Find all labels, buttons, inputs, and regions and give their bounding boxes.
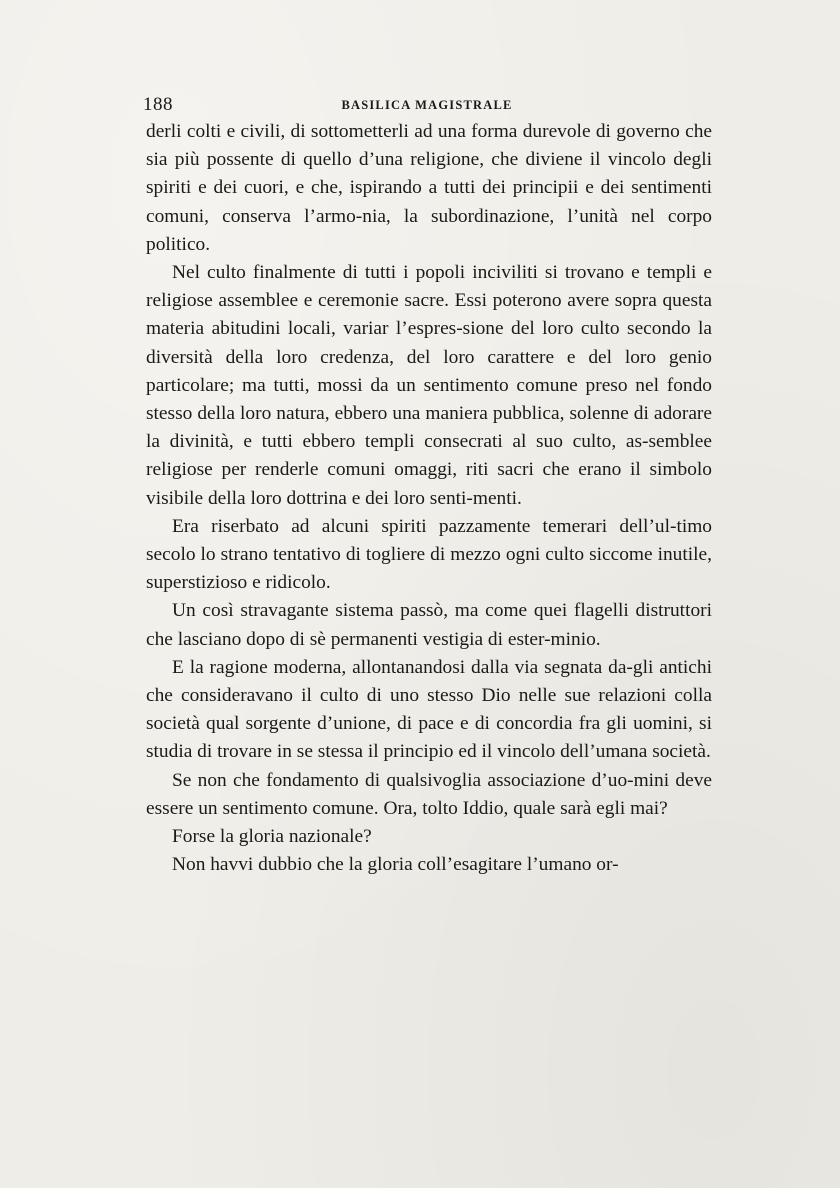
paragraph-continuation: derli colti e civili, di sottometterli ad una forma durevole di governo che sia più possente di quello d’una religione, che diviene il vincolo degli spiriti e dei cuori, e che, ispirando a tutti dei principii e dei sentimenti comuni, conserva l’armo-nia, la subordinazione, l’unità nel corpo politico. <box>146 121 712 255</box>
paragraph: Se non che fondamento di qualsivoglia associazione d’uo-mini deve essere un sentimento comune. Ora, tolto Iddio, quale sarà egli mai? <box>146 769 712 819</box>
paragraph: Nel culto finalmente di tutti i popoli inciviliti si trovano e templi e religiose assemblee e ceremonie sacre. Essi poterono avere sopra questa materia abitudini locali, variar l’espres-sione del loro culto secondo la diversità della loro credenza, del loro carattere e del loro genio particolare; ma tutti, mossi da un sentimento comune preso nel fondo stesso della loro natura, ebbero una maniera pubblica, solenne di adorare la divinità, e tutti ebbero templi consecrati al suo culto, as-semblee religiose per renderle comuni omaggi, riti sacri che erano il simbolo visibile della loro dottrina e dei loro senti-menti. <box>146 262 712 509</box>
paragraph: Era riserbato ad alcuni spiriti pazzamente temerari dell’ul-timo secolo lo strano tentativo di togliere di mezzo ogni culto siccome inutile, superstizioso e ridicolo. <box>146 515 712 594</box>
paragraph: E la ragione moderna, allontanandosi dalla via segnata da-gli antichi che consideravano il culto di uno stesso Dio nelle sue relazioni colla società qual sorgente d’unione, di pace e di concordia fra gli uomini, si studia di trovare in se stessa il principio ed il vincolo dell’umana società. <box>146 656 712 763</box>
paragraph: Non havvi dubbio che la gloria coll’esagitare l’umano or- <box>172 854 619 876</box>
paragraph: Forse la gloria nazionale? <box>172 826 372 848</box>
running-head <box>143 94 711 116</box>
running-title: BASILICA MAGISTRALE <box>341 98 513 112</box>
paragraph: Un così stravagante sistema passò, ma come quei flagelli distruttori che lasciano dopo di sè permanenti vestigia di ester-minio. <box>146 600 712 650</box>
body-text <box>146 118 712 879</box>
page-number: 188 <box>143 94 173 115</box>
